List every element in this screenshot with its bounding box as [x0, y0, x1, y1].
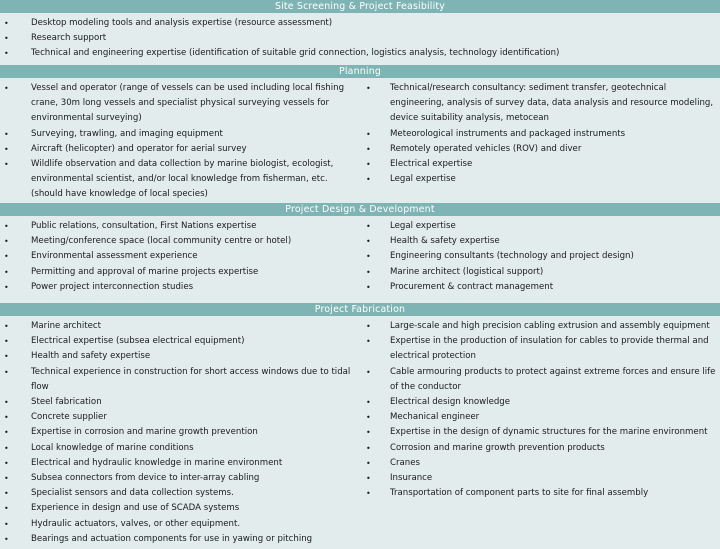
list-item: • Concrete supplier [0, 410, 361, 425]
list-item: • Expertise in corrosion and marine growth prevention [0, 425, 361, 440]
list-item: • Mechanical engineer [361, 410, 720, 425]
list-item: • Research support [0, 31, 720, 46]
list-item: • Meteorological instruments and packaged instruments [361, 127, 720, 142]
list-item: • Bearings and actuation components for use in yawing or pitching [0, 532, 361, 547]
list-item: • Power project interconnection studies [0, 280, 361, 295]
list-item: • Cranes [361, 456, 720, 471]
site-screening-list [0, 16, 720, 62]
list-item: • Insurance [361, 471, 720, 486]
list-item: • Experience in design and use of SCADA systems [0, 501, 361, 516]
section-header-fabrication: Project Fabrication [0, 303, 720, 316]
list-item: • Corrosion and marine growth prevention products [361, 441, 720, 456]
design-left-list [0, 219, 361, 295]
list-item: • Health & safety expertise [361, 234, 720, 249]
list-item: • Remotely operated vehicles (ROV) and diver [361, 142, 720, 157]
list-item: • Subsea connectors from device to inter-array cabling [0, 471, 361, 486]
list-item: • Specialist sensors and data collection systems. [0, 486, 361, 501]
list-item: • Aircraft (helicopter) and operator for aerial survey [0, 142, 361, 157]
list-item: • Hydraulic actuators, valves, or other equipment. [0, 517, 361, 532]
list-item: • Steel fabrication [0, 395, 361, 410]
list-item: • Technical/research consultancy: sediment transfer, geotechnical engineering, analysis of survey data, data analysis and resource modeling, device suitability analysis, metocean [361, 81, 720, 127]
list-item: • Electrical expertise (subsea electrical equipment) [0, 334, 361, 349]
section-fabrication [0, 316, 720, 549]
list-item: • Surveying, trawling, and imaging equipment [0, 127, 361, 142]
list-item: • Desktop modeling tools and analysis expertise (resource assessment) [0, 16, 720, 31]
list-item: • Permitting and approval of marine projects expertise [0, 265, 361, 280]
list-item: • Large-scale and high precision cabling extrusion and assembly equipment [361, 319, 720, 334]
list-item: • Health and safety expertise [0, 349, 361, 364]
list-item: • Local knowledge of marine conditions [0, 441, 361, 456]
list-item: • Transportation of component parts to site for final assembly [361, 486, 720, 501]
design-right-list [361, 219, 720, 295]
section-header-site-screening: Site Screening & Project Feasibility [0, 0, 720, 13]
list-item: • Marine architect (logistical support) [361, 265, 720, 280]
section-header-planning: Planning [0, 65, 720, 78]
section-design-development [0, 216, 720, 303]
list-item: • Public relations, consultation, First Nations expertise [0, 219, 361, 234]
list-item: • Technical and engineering expertise (identification of suitable grid connection, logistics analysis, technology identification) [0, 46, 720, 61]
list-item: • Electrical design knowledge [361, 395, 720, 410]
list-item: • Expertise in the design of dynamic structures for the marine environment [361, 425, 720, 440]
list-item: • Cable armouring products to protect against extreme forces and ensure life of the conductor [361, 365, 720, 395]
list-item: • Legal expertise [361, 219, 720, 234]
list-item: • Procurement & contract management [361, 280, 720, 295]
fabrication-right-list [361, 319, 720, 501]
planning-right-list [361, 81, 720, 187]
list-item: • Wildlife observation and data collection by marine biologist, ecologist, environmental scientist, and/or local knowledge from fisherman, etc. (should have knowledge of local species) [0, 157, 361, 203]
planning-left-list [0, 81, 361, 203]
list-item: • Marine architect [0, 319, 361, 334]
list-item: • Vessel and operator (range of vessels can be used including local fishing crane, 30m long vessels and specialist physical surveying vessels for environmental surveying) [0, 81, 361, 127]
list-item: • Engineering consultants (technology and project design) [361, 249, 720, 264]
list-item: • Expertise in the production of insulation for cables to provide thermal and electrical protection [361, 334, 720, 364]
list-item: • Environmental assessment experience [0, 249, 361, 264]
list-item: • Legal expertise [361, 172, 720, 187]
list-item: • Meeting/conference space (local community centre or hotel) [0, 234, 361, 249]
section-planning [0, 78, 720, 203]
list-item: • Electrical and hydraulic knowledge in marine environment [0, 456, 361, 471]
section-site-screening [0, 13, 720, 65]
list-item: • Technical experience in construction for short access windows due to tidal flow [0, 365, 361, 395]
list-item: • Electrical expertise [361, 157, 720, 172]
section-header-design-development: Project Design & Development [0, 203, 720, 216]
fabrication-left-list [0, 319, 361, 547]
